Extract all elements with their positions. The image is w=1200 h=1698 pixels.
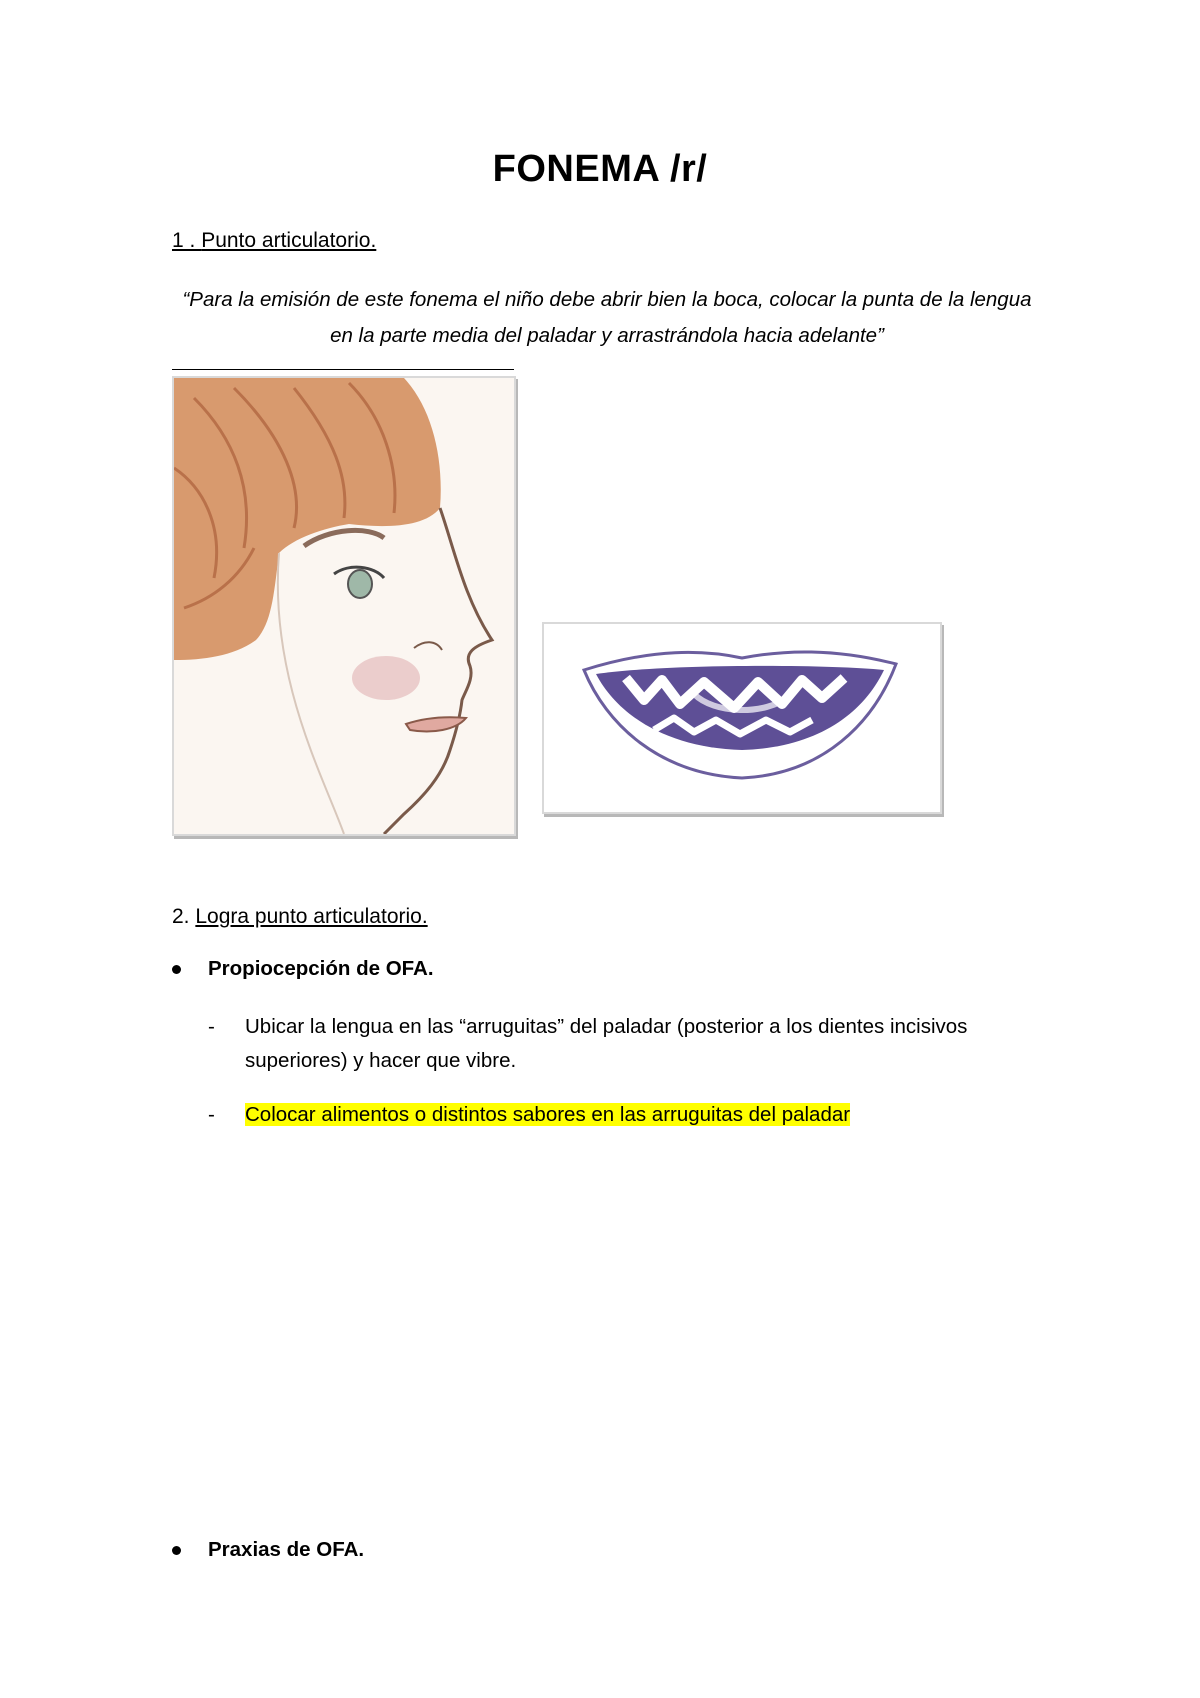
dash-marker: - — [208, 1015, 215, 1038]
section-2-title: Logra punto articulatorio. — [195, 905, 428, 928]
page-title: FONEMA /r/ — [492, 148, 708, 190]
section-2-number: 2. — [172, 905, 196, 928]
dash-item-text: Ubicar la lengua en las “arruguitas” del paladar (posterior a los dientes incisivos superiores) y hacer que vibre. — [245, 1015, 968, 1072]
section-2-heading — [172, 905, 428, 929]
child-profile-illustration-icon — [174, 378, 514, 834]
open-mouth-teeth-illustration-icon — [544, 624, 940, 812]
open-mouth-figure — [542, 622, 942, 814]
divider-line — [172, 369, 514, 370]
section-1-heading — [172, 229, 376, 253]
child-profile-figure — [172, 376, 516, 836]
bullet-label: Propiocepción de OFA. — [208, 957, 434, 980]
bullet-dot-icon — [172, 1546, 181, 1555]
section-1-number: 1 . — [172, 229, 202, 252]
dash-marker: - — [208, 1103, 215, 1126]
articulation-quote: “Para la emisión de este fonema el niño debe abrir bien la boca, colocar la punta de la lengua en la parte media del paladar y arrastrándola hacia adelante” — [182, 288, 1032, 347]
highlighted-text: Colocar alimentos o distintos sabores en las arruguitas del paladar — [245, 1103, 851, 1126]
section-1-title: Punto articulatorio. — [201, 229, 377, 252]
bullet-dot-icon — [172, 965, 181, 974]
bullet-label: Praxias de OFA. — [208, 1538, 365, 1561]
